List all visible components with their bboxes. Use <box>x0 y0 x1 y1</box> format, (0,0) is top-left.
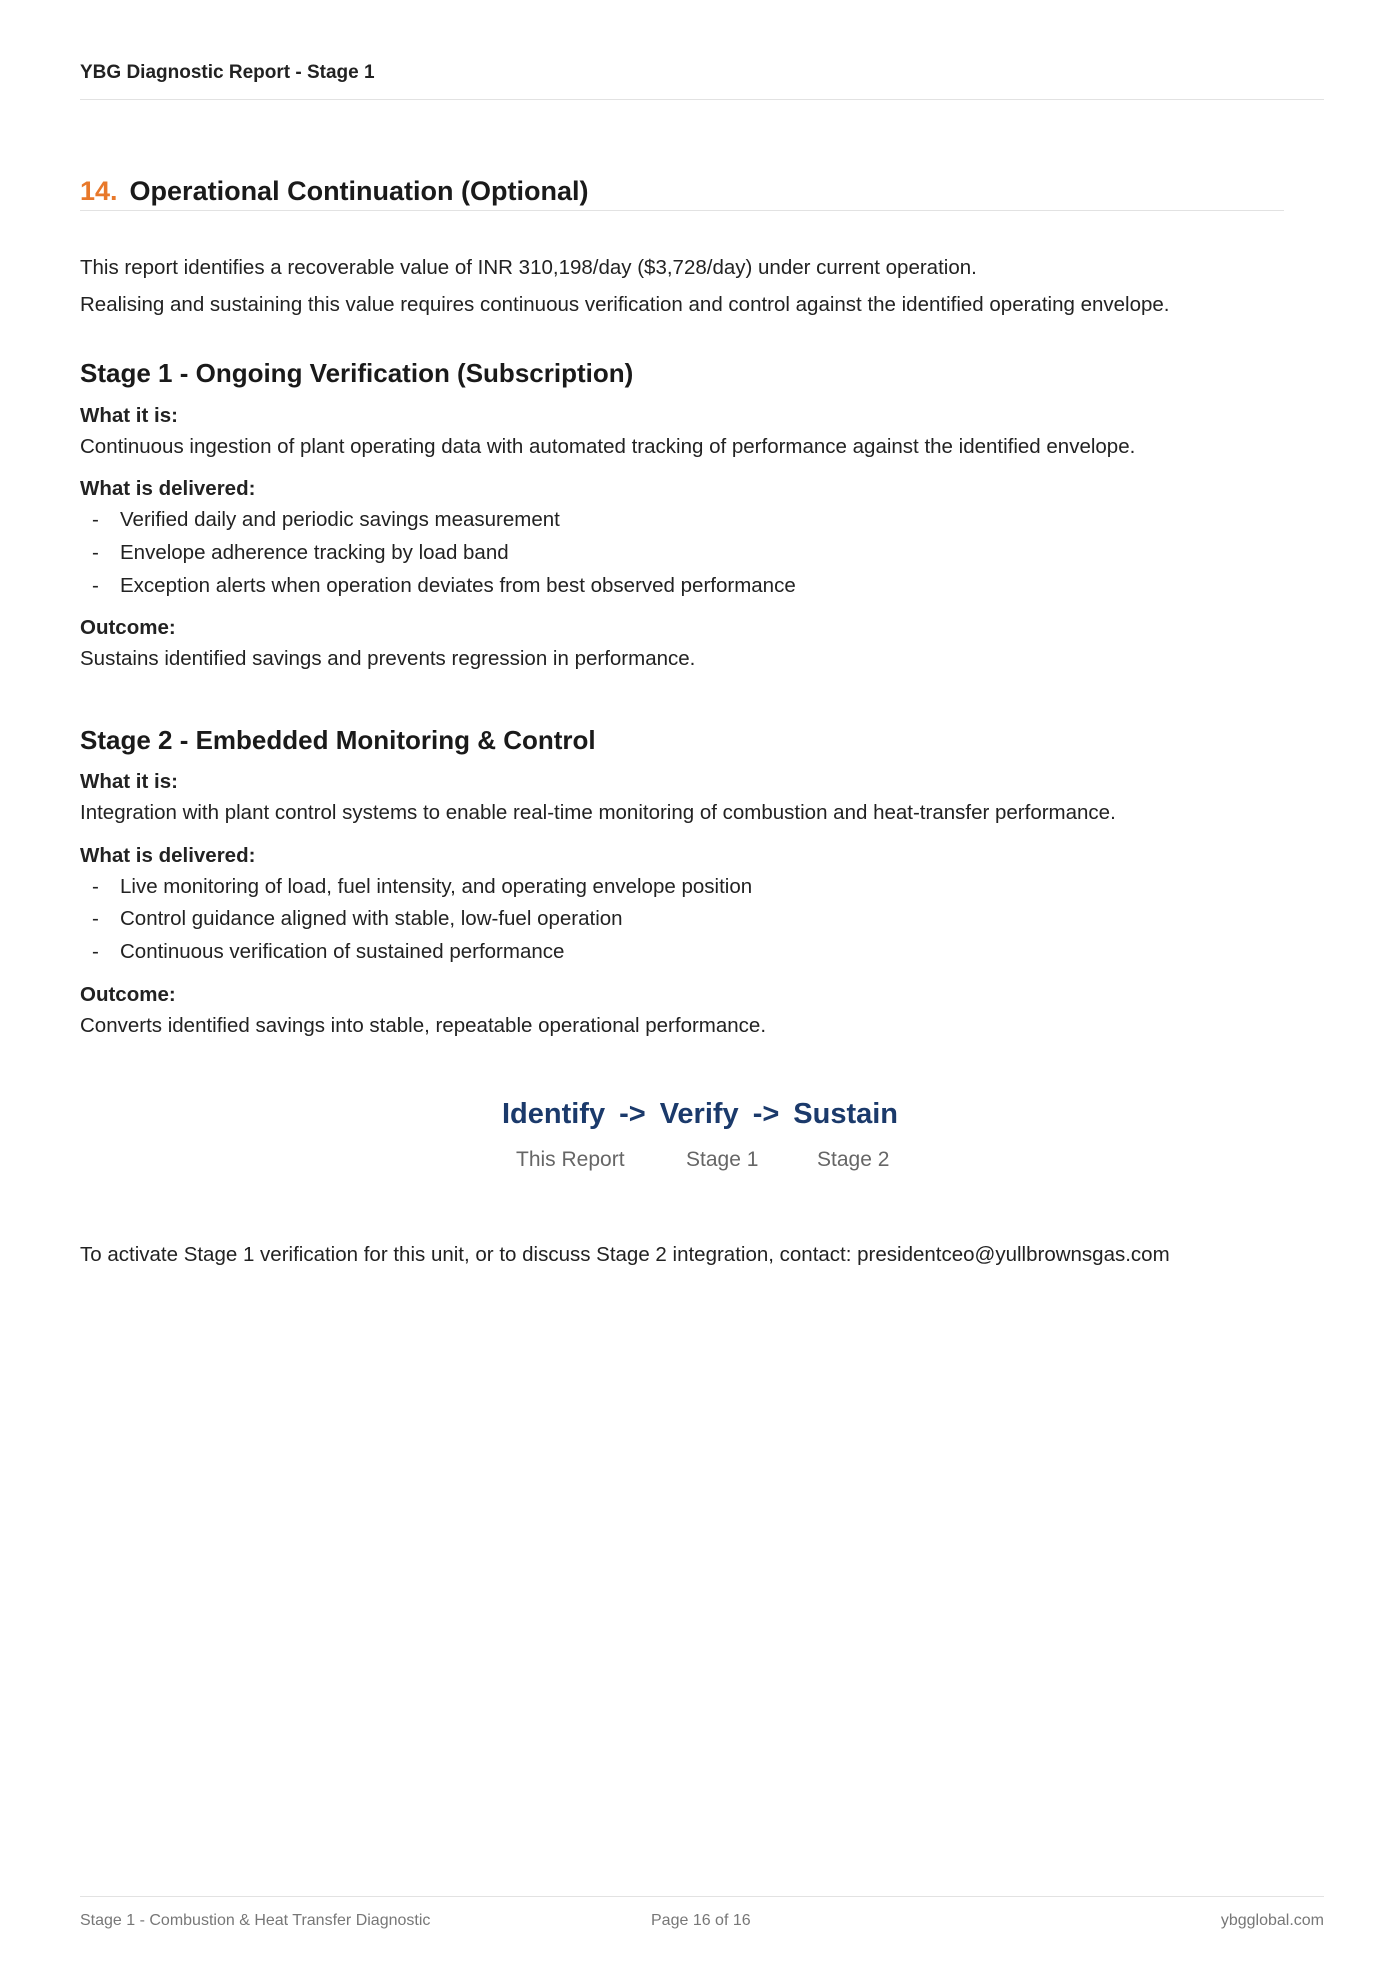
section-title-text: Operational Continuation (Optional) <box>129 176 589 206</box>
stage2-what-label: What it is: <box>80 770 178 793</box>
stage2-delivered-item: - Live monitoring of load, fuel intensity, and operating envelope position <box>92 875 753 898</box>
stage1-delivered-item: - Envelope adherence tracking by load band <box>92 541 509 564</box>
flow-step-verify: Verify <box>659 1098 739 1130</box>
section-title <box>80 176 589 207</box>
process-flow <box>0 1098 1400 1131</box>
flow-arrow: -> <box>619 1098 646 1130</box>
stage2-outcome-label: Outcome: <box>80 983 176 1006</box>
section-number: 14. <box>80 176 118 206</box>
intro-line-2: Realising and sustaining this value requires continuous verification and control against the identified operating envelope. <box>80 293 1170 316</box>
stage1-delivered-item: - Exception alerts when operation deviates from best observed performance <box>92 574 796 597</box>
stage2-what-text: Integration with plant control systems to enable real-time monitoring of combustion and heat-transfer performance. <box>80 801 1116 824</box>
stage1-outcome-text: Sustains identified savings and prevents regression in performance. <box>80 647 696 670</box>
stage1-what-text: Continuous ingestion of plant operating data with automated tracking of performance against the identified envelope. <box>80 435 1136 458</box>
stage1-outcome-label: Outcome: <box>80 616 176 639</box>
flow-arrow: -> <box>752 1098 780 1130</box>
stage2-delivered-label: What is delivered: <box>80 844 256 867</box>
report-header: YBG Diagnostic Report - Stage 1 <box>80 62 375 83</box>
footer-left: Stage 1 - Combustion & Heat Transfer Diagnostic <box>80 1912 431 1929</box>
stage2-title: Stage 2 - Embedded Monitoring & Control <box>80 725 596 755</box>
flow-caption-stage1: Stage 1 <box>686 1148 759 1171</box>
section-divider <box>80 210 1284 211</box>
footer-divider <box>80 1896 1324 1897</box>
intro-line-1: This report identifies a recoverable value of INR 310,198/day ($3,728/day) under current operation. <box>80 256 977 279</box>
flow-step-identify: Identify <box>501 1098 606 1130</box>
footer-website: ybgglobal.com <box>1220 1912 1324 1929</box>
stage2-outcome-text: Converts identified savings into stable, repeatable operational performance. <box>80 1014 767 1037</box>
flow-step-sustain: Sustain <box>793 1098 899 1130</box>
stage1-title: Stage 1 - Ongoing Verification (Subscription) <box>80 358 634 388</box>
header-divider <box>80 99 1324 100</box>
stage1-delivered-item: - Verified daily and periodic savings measurement <box>92 508 560 531</box>
flow-caption-stage2: Stage 2 <box>817 1148 890 1171</box>
stage1-delivered-label: What is delivered: <box>80 477 256 500</box>
flow-caption-this-report: This Report <box>516 1148 625 1171</box>
stage2-delivered-item: - Continuous verification of sustained performance <box>92 940 565 963</box>
footer-page-number: Page 16 of 16 <box>651 1912 751 1929</box>
stage1-what-label: What it is: <box>80 404 178 427</box>
contact-line: To activate Stage 1 verification for this unit, or to discuss Stage 2 integration, contact: presidentceo@yullbrownsgas.com <box>80 1243 1170 1266</box>
stage2-delivered-item: - Control guidance aligned with stable, low-fuel operation <box>92 907 623 930</box>
